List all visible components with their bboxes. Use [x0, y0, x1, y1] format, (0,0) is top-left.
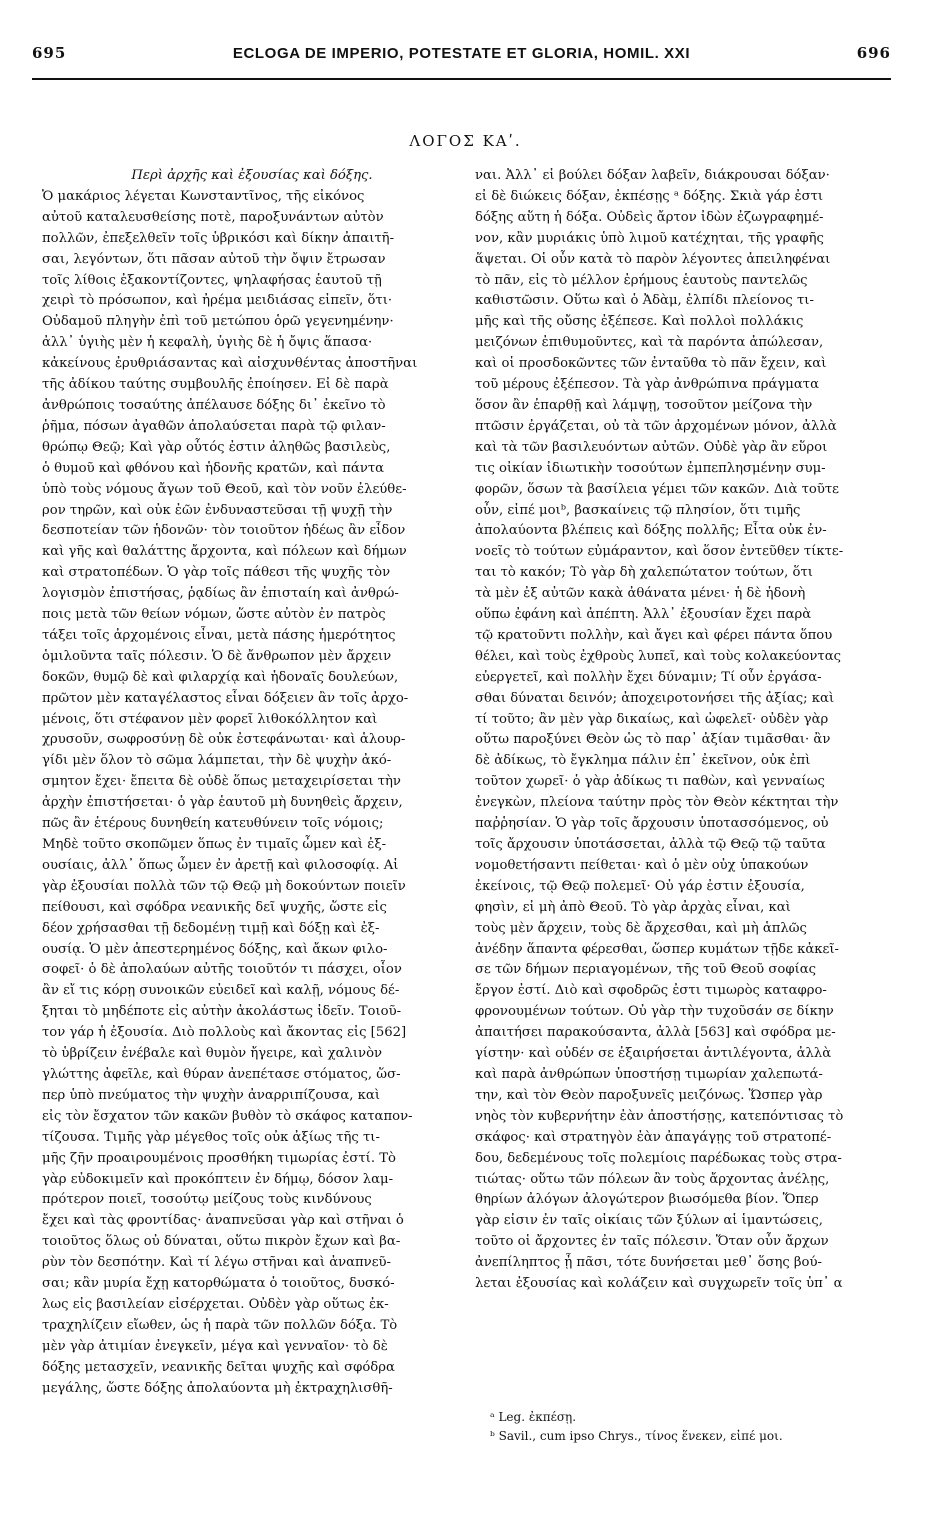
text-line: ἀνθρώποις τοσαύτης ἀπέλαυσε δόξης δι᾽ ἐκεῖνο τὸ — [42, 397, 386, 413]
text-line: καὶ στρατοπέδων. Ὁ γὰρ τοῖς πάθεσι τῆς ψυχῆς τὸν — [42, 565, 391, 581]
right-column-text — [475, 166, 893, 1295]
text-line: νον, κἂν μυριάκις ὑπὸ λιμοῦ κατέχηται, τῆς γραφῆς — [475, 230, 824, 246]
right-column — [475, 166, 893, 1295]
text-line: πτῶσιν ἐργάζεται, οὐ τὰ τῶν ἀρχομένων μόνον, ἀλλὰ — [475, 418, 837, 434]
text-line: τὸ πᾶν, εἰς τὸ μέλλον ἐρήμους ἑαυτοὺς παντελῶς — [475, 272, 808, 288]
text-line: φρονουμένων τούτων. Οὐ γὰρ τὴν τυχοῦσάν σε δίκην — [475, 1004, 834, 1020]
text-line: σαι, λεγόντων, ὅτι πᾶσαν αὐτοῦ τὴν ὄψιν ἔτρωσαν — [42, 251, 386, 267]
text-line: κἀκείνους ἐρυθριάσαντας καὶ αἰσχυνθέντας ἀποστῆναι — [42, 356, 418, 372]
text-line: νομοθετήσαντι πείθεται· καὶ ὁ μὲν οὐχ ὑπακούων — [475, 857, 809, 873]
text-line: δόξης αὕτη ἡ δόξα. Οὐδεὶς ἄρτον ἰδὼν ἐζωγραφημέ- — [475, 209, 824, 225]
left-column — [42, 166, 462, 1399]
text-line: ἀρχὴν ἐπιστήσεται· ὁ γὰρ ἑαυτοῦ μὴ δυνηθεὶς ἄρχειν, — [42, 795, 403, 811]
text-line: τὸ ὑβρίζειν ἐνέβαλε καὶ θυμὸν ἤγειρε, καὶ χαλινὸν — [42, 1046, 383, 1062]
text-line: Οὐδαμοῦ πληγὴν ἐπὶ τοῦ μετώπου ὁρῶ γεγενημένην· — [42, 314, 394, 330]
text-line: γὰρ εἰσιν ἐν ταῖς οἰκίαις τῶν ξύλων αἱ ἱμαντώσεις, — [475, 1213, 823, 1229]
text-line: τοῖς ἄρχουσιν ὑποτάσσεται, ἀλλὰ τῷ Θεῷ τῷ ταῦτα — [475, 837, 826, 852]
text-line: ται τὸ κακόν; Τὸ γὰρ δὴ χαλεπώτατον τούτων, ὅτι — [475, 565, 813, 581]
footnotes — [490, 1408, 890, 1446]
text-line: μῆς καὶ τῆς οὔσης ἐξέπεσε. Καὶ πολλοὶ πολλάκις — [475, 314, 804, 330]
text-line: τί τοῦτο; ἂν μὲν γὰρ δικαίως, καὶ ὠφελεῖ· οὐδὲν γὰρ — [475, 711, 829, 727]
text-line: τοῦτο οἱ ἄρχοντες ἐν ταῖς πόλεσιν. Ὅταν οὖν ἄρχων — [475, 1234, 829, 1250]
text-line: ἔχει καὶ τὰς φροντίδας· ἀναπνεῦσαι γὰρ καὶ στῆναι ὁ — [42, 1213, 404, 1229]
text-line: ἀνεπίληπτος ᾖ πᾶσι, τότε δυνήσεται μεθ᾽ ὅσης βού- — [475, 1255, 822, 1271]
page-number-right: 696 — [856, 44, 891, 62]
text-line: τῷ κρατοῦντι πολλὴν, καὶ ἄγει καὶ φέρει πάντα ὅπου — [475, 627, 833, 643]
text-line: τοῦτον χωρεῖ· ὁ γὰρ ἀδίκως τι παθὼν, καὶ γενναίως — [475, 774, 825, 790]
text-line: εὐεργετεῖ, καὶ πολλὴν ἔχει δύναμιν; Τί οὖν ἐργάσα- — [475, 669, 822, 685]
text-line: ρον τηρῶν, καὶ οὐκ ἐῶν ἐνδυναστεῦσαι τῇ ψυχῇ τὴν — [42, 502, 393, 518]
text-line: λογισμὸν ἐπιστήσας, ῥᾳδίως ἂν ἐπισταίη καὶ ἀνθρώ- — [42, 586, 399, 602]
text-line: καὶ τὰ τῶν βασιλευόντων αὐτῶν. Οὐδὲ γὰρ ἂν εὕροι — [475, 439, 828, 455]
page-number-left: 695 — [32, 44, 67, 62]
text-line: γὰρ ἐξουσίαι πολλὰ τῶν τῷ Θεῷ μὴ δοκούντων ποιεῖν — [42, 878, 406, 894]
text-line: Ὁ μακάριος λέγεται Κωνσταντῖνος, τῆς εἰκόνος — [42, 188, 365, 204]
left-column-text — [42, 187, 462, 1400]
text-line: καὶ παρὰ ἀνθρώπων ὑποστήσῃ τιμωρίαν χαλεπωτά- — [475, 1066, 823, 1082]
text-line: μένοις, ὅτι στέφανον μὲν φορεῖ λιθοκόλλητον καὶ — [42, 711, 378, 727]
text-line: οὖν, εἰπέ μοιᵇ, βασκαίνεις τῷ πλησίον, ὅτι τιμῆς — [475, 502, 801, 518]
text-line: τοῦ μέρους ἐξέπεσον. Τὰ γὰρ ἀνθρώπινα πράγματα — [475, 377, 819, 393]
text-line: πρότερον ποιεῖ, τοσούτῳ μείζους τοὺς κινδύνους — [42, 1192, 372, 1208]
text-line: νηὸς τὸν κυβερνήτην ἐὰν ἀποστήσῃς, κατεπόντισας τὸ — [475, 1108, 844, 1124]
text-line: μεγάλης, ὥστε δόξης ἀπολαύοντα μὴ ἐκτραχηλισθῆ- — [42, 1380, 393, 1396]
text-line: δόξης μετασχεῖν, νεανικῆς δεῖται ψυχῆς καὶ σφόδρα — [42, 1359, 395, 1375]
text-line: ἐνεγκὼν, πλείονα ταύτην πρὸς τὸν Θεὸν κέκτηται τὴν — [475, 795, 839, 811]
footnote-a: ᵃ Leg. ἐκπέσῃ. — [490, 1410, 577, 1424]
running-title: ECLOGA DE IMPERIO, POTESTATE ET GLORIA, HOMIL. XXI — [232, 45, 691, 62]
text-line: οὕτω παροξύνει Θεὸν ὡς τὸ παρ᾽ ἀξίαν τιμᾶσθαι· ἂν — [475, 732, 831, 748]
text-line: ἀνέδην ἅπαντα φέρεσθαι, ὥσπερ κυμάτων τῇδε κἀκεῖ- — [475, 941, 839, 957]
text-line: χειρὶ τὸ πρόσωπον, καὶ ἠρέμα μειδιάσας εἰπεῖν, ὅτι· — [42, 293, 393, 309]
text-line: δοκῶν, θυμῷ δὲ καὶ φιλαρχίᾳ καὶ ἡδοναῖς δουλεύων, — [42, 669, 399, 685]
header-rule — [32, 78, 891, 80]
text-line: περ ὑπὸ πνεύματος τὴν ψυχὴν ἀναρριπίζουσα, καὶ — [42, 1087, 381, 1103]
text-line: ἀλλ᾽ ὑγιὴς μὲν ἡ κεφαλὴ, ὑγιὴς δὲ ἡ ὄψις ἅπασα· — [42, 335, 373, 351]
text-line: τον γάρ ἡ ἐξουσία. Διὸ πολλοὺς καὶ ἄκοντας εἰς [562] — [42, 1025, 407, 1041]
text-line: χρυσοῦν, σωφροσύνῃ δὲ οὐκ ἐστεφάνωται· καὶ ἁλουρ- — [42, 732, 406, 748]
section-subtitle: Περὶ ἀρχῆς καὶ ἐξουσίας καὶ δόξης. — [131, 168, 373, 183]
text-line: τις οἰκίαν ἰδιωτικὴν τοσούτων ἐμπεπλησμένην συμ- — [475, 460, 826, 476]
text-line: πῶς ἂν ἑτέρους δυνηθείη κατευθύνειν τοῖς νόμοις; — [42, 816, 384, 832]
text-line: ὅσον ἂν ἐπαρθῇ καὶ λάμψῃ, τοσοῦτον μείζονα τὴν — [475, 397, 813, 413]
text-line: γίδι μὲν ὅλον τὸ σῶμα λάμπεται, τὴν δὲ ψυχὴν ἀκό- — [42, 753, 392, 769]
text-line: ξηται τὸ μηδέποτε εἰς αὐτὴν ἀκολάστως ἰδεῖν. Τοιοῦ- — [42, 1004, 402, 1020]
text-line: λως εἰς βασιλείαν εἰσέρχεται. Οὐδὲν γὰρ οὕτως ἐκ- — [42, 1296, 389, 1312]
text-line: παῤῥησίαν. Ὁ γὰρ τοῖς ἄρχουσιν ὑποτασσόμενος, οὐ — [475, 816, 829, 832]
text-line: ἅψεται. Οἱ οὖν κατὰ τὸ παρὸν λέγοντες ἀπειληφέναι — [475, 251, 831, 267]
text-line: ὁμιλοῦντα ταῖς πόλεσιν. Ὁ δὲ ἄνθρωπον μὲν ἄρχειν — [42, 648, 392, 664]
footnote-b: ᵇ Savil., cum ipso Chrys., τίνος ἕνεκεν, εἰπέ μοι. — [490, 1429, 783, 1443]
text-line: φορῶν, ὅσων τὰ βασίλεια γέμει τῶν κακῶν. Διὰ τοῦτε — [475, 481, 839, 497]
text-line: πείθουσι, καὶ σφόδρα νεανικῆς δεῖ ψυχῆς, ὥστε εἰς — [42, 899, 387, 915]
text-line: τίζουσα. Τιμῆς γὰρ μέγεθος τοῖς οὐκ ἀξίως τῆς τι- — [42, 1129, 380, 1145]
text-line: ἂν εἴ τις κόρῃ συνοικῶν εὐειδεῖ καὶ καλῇ, νόμους δέ- — [42, 983, 400, 999]
text-line: ὁ θυμοῦ καὶ φθόνου καὶ ἡδονῆς κρατῶν, καὶ πάντα — [42, 460, 385, 476]
text-line: εἰς τὸν ἔσχατον τῶν κακῶν βυθὸν τὸ σκάφος καταπον- — [42, 1108, 413, 1124]
text-line: ἀπολαύοντα βλέπεις καὶ δόξης πολλῆς; Εἶτα οὐκ ἐν- — [475, 523, 827, 539]
text-line: αὐτοῦ καταλευσθείσης ποτὲ, παροξυνάντων αὐτὸν — [42, 209, 384, 225]
text-line: σαι; κἂν μυρία ἔχῃ κατορθώματα ὁ τοιοῦτος, δυσκό- — [42, 1276, 395, 1292]
text-line: πρῶτον μὲν καταγέλαστος εἶναι δόξειεν ἂν τοῖς ἀρχο- — [42, 690, 409, 706]
text-line: νοεῖς τὸ τούτων εὐμάραντον, καὶ ὅσον ἐντεῦθεν τίκτε- — [475, 544, 844, 560]
text-line: τῆς ἀδίκου ταύτης συμβουλῆς ἐποίησεν. Εἰ δὲ παρὰ — [42, 377, 389, 393]
text-line: δου, δεδεμένους τοῖς πολεμίοις παρέδωκας τοὺς στρα- — [475, 1150, 842, 1166]
text-line: την, καὶ τὸν Θεὸν παροξυνεῖς μειζόνως. Ὥσπερ γὰρ — [475, 1087, 823, 1103]
text-line: καὶ οἱ προσδοκῶντες τῶν ἐνταῦθα τὸ πᾶν ἔχειν, καὶ — [475, 356, 827, 372]
text-line: γλώττης ἀφεῖλε, καὶ θύραν ἀνεπέτασε στόματος, ὥσ- — [42, 1066, 401, 1082]
text-line: γίστην· καὶ οὐδέν σε ἐξαιρήσεται ἀντιλέγοντα, ἀλλὰ — [475, 1046, 832, 1062]
text-line: δὲ ἀδίκως, τὸ ἔγκλημα πάλιν ἐπ᾽ ἐκεῖνον, οὐκ ἐπὶ — [475, 753, 811, 769]
text-line: ἀπαιτήσει παρακούσαντα, ἀλλὰ [563] καὶ σφόδρα με- — [475, 1025, 836, 1041]
text-line: ὑπὸ τοὺς νόμους ἄγων τοῦ Θεοῦ, καὶ τὸν νοῦν ἐλεύθε- — [42, 481, 407, 497]
running-header — [32, 28, 891, 62]
text-line: ουσίᾳ. Ὁ μὲν ἀπεστερημένος δόξης, καὶ ἄκων φιλο- — [42, 941, 388, 957]
text-line: ἐκείνοις, τῷ Θεῷ πολεμεῖ· Οὐ γάρ ἐστιν ἐξουσία, — [475, 878, 805, 894]
text-line: τὰ μὲν ἐξ αὐτῶν κακὰ ἀθάνατα μένει· ἡ δὲ ἡδονὴ — [475, 586, 806, 602]
text-line: ῥῆμα, πόσων ἀγαθῶν ἀπολαύσεται παρὰ τῷ φιλαν- — [42, 418, 386, 434]
text-line: σοφεῖ· ὁ δὲ ἀπολαύων αὐτῆς τοιοῦτόν τι πάσχει, οἷον — [42, 962, 402, 978]
text-line: τοῖς λίθοις ἐξακοντίζοντες, ψηλαφήσας ἑαυτοῦ τῇ — [42, 272, 382, 288]
text-line: θηρίων ἀλόγων ἀλογώτερον βιωσόμεθα βίον. Ὅπερ — [475, 1192, 819, 1208]
text-line: μὲν γὰρ ἀτιμίαν ἐνεγκεῖν, μέγα καὶ γενναῖον· τὸ δὲ — [42, 1338, 388, 1354]
text-line: τοὺς μὲν ἄρχειν, τοὺς δὲ ἄρχεσθαι, καὶ μὴ ἁπλῶς — [475, 920, 807, 936]
text-line: καθιστῶσιν. Οὕτω καὶ ὁ Ἀδὰμ, ἐλπίδι πλείονος τι- — [475, 293, 814, 309]
text-line: μῆς ζῆν προαιρουμένοις προσθήκη τιμωρίας ἐστί. Τὸ — [42, 1150, 396, 1166]
text-line: τραχηλίζειν εἴωθεν, ὡς ἡ παρὰ τῶν πολλῶν δόξα. Τὸ — [42, 1317, 398, 1333]
text-line: εἰ δὲ διώκεις δόξαν, ἐκπέσῃς ᵃ δόξης. Σκιὰ γάρ ἐστι — [475, 188, 824, 204]
text-line: μειζόνων ἐπιθυμοῦντες, καὶ τὰ παρόντα ἀπώλεσαν, — [475, 335, 824, 351]
text-line: λεται ἐξουσίας καὶ κολάζειν καὶ συγχωρεῖν τοῖς ὑπ᾽ α — [475, 1276, 843, 1292]
text-line: σθαι δύναται δεινόν; ἀποχειροτονήσει τῆς ἀξίας; καὶ — [475, 690, 835, 706]
text-line: τάξει τοῖς ἀρχομένοις εἶναι, μετὰ πάσης ἡμερότητος — [42, 627, 396, 643]
text-line: σκάφος· καὶ στρατηγὸν ἐὰν ἀπαγάγῃς τοῦ στρατοπέ- — [475, 1129, 832, 1145]
text-line: ἔργον ἐστί. Διὸ καὶ σφοδρῶς ἐστι τιμωρὸς καταφρο- — [475, 983, 827, 999]
homily-title: ΛΟΓΟΣ ΚΑʹ. — [409, 132, 522, 150]
text-line: πολλῶν, ἐπεξελθεῖν τοῖς ὑβρικόσι καὶ δίκην ἀπαιτῆ- — [42, 230, 395, 246]
text-line: σε τῶν δήμων περιαγομένων, τῆς τοῦ Θεοῦ σοφίας — [475, 962, 817, 978]
text-line: ρὺν τὸν δεσπότην. Καὶ τί λέγω στῆναι καὶ ἀναπνεῦ- — [42, 1255, 392, 1271]
text-line: δεσποτείαν τῶν ἡδονῶν· τὸν τοιοῦτον ἡδέως ἂν εἶδον — [42, 523, 406, 539]
text-line: ποις μετὰ τῶν θείων νόμων, ὥστε αὐτὸν ἐν πατρὸς — [42, 607, 386, 623]
text-line: τιώτας· οὕτω τῶν πόλεων ἂν τοὺς ἄρχοντας ἀνέλῃς, — [475, 1171, 830, 1187]
text-line: τοιοῦτος ὅλως οὐ δύναται, οὕτω πικρὸν ἔχων καὶ βα- — [42, 1234, 401, 1250]
text-line: καὶ γῆς καὶ θαλάττης ἄρχοντα, καὶ πόλεων καὶ δήμων — [42, 544, 407, 560]
text-line: Μηδὲ τοῦτο σκοπῶμεν ὅπως ἐν τιμαῖς ὦμεν καὶ ἐξ- — [42, 837, 387, 852]
text-line: θέλει, καὶ τοὺς ἐχθροὺς λυπεῖ, καὶ τοὺς κολακεύοντας — [475, 648, 841, 664]
text-line: γὰρ εὐδοκιμεῖν καὶ προκόπτειν ἐν δήμῳ, δόσον λαμ- — [42, 1171, 394, 1187]
text-line: θρώπῳ Θεῷ; Καὶ γὰρ οὗτός ἐστιν ἀληθῶς βασιλεὺς, — [42, 439, 391, 455]
text-line: ναι. Ἀλλ᾽ εἰ βούλει δόξαν λαβεῖν, διάκρουσαι δόξαν· — [475, 168, 830, 183]
text-line: φησὶν, εἰ μὴ ἀπὸ Θεοῦ. Τὸ γὰρ ἀρχὰς εἶναι, καὶ — [475, 899, 791, 915]
text-line: ουσίαις, ἀλλ᾽ ὅπως ὦμεν ἐν ἀρετῇ καὶ φιλοσοφίᾳ. Αἱ — [42, 857, 399, 873]
text-line: οὕπω ἐφάνη καὶ ἀπέπτη. Ἀλλ᾽ ἐξουσίαν ἔχει παρὰ — [475, 607, 812, 623]
text-line: σμητον ἔχει· ἔπειτα δὲ οὐδὲ ὅπως μεταχειρίσεται τὴν — [42, 774, 401, 790]
text-line: δέον χρήσασθαι τῇ δεδομένῃ τιμῇ καὶ δόξῃ καὶ ἐξ- — [42, 920, 380, 936]
